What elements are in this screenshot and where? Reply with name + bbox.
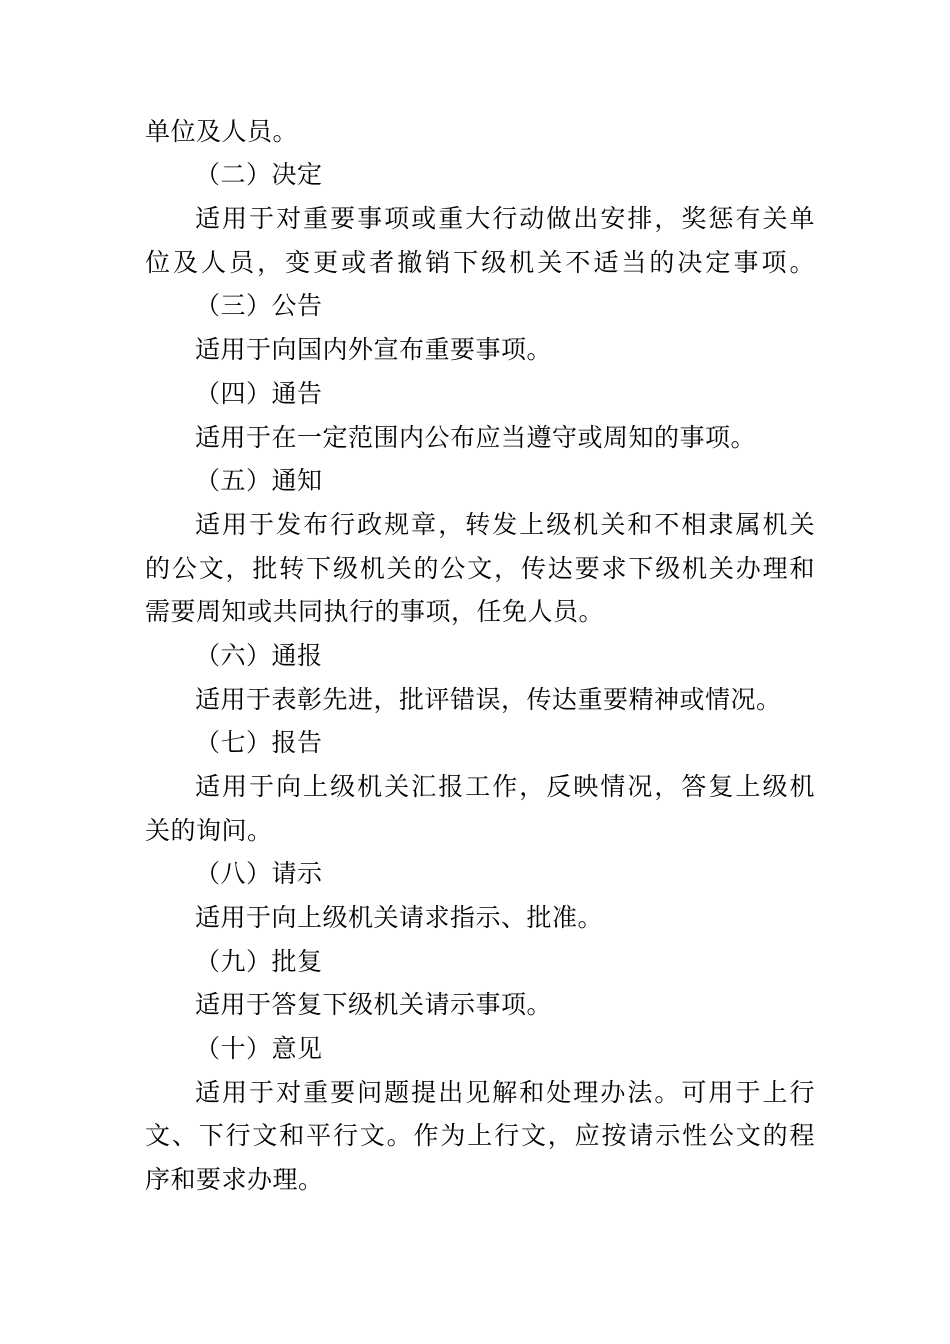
section-heading: （三）公告: [195, 291, 323, 320]
section-heading: （七）报告: [195, 728, 323, 757]
text-line: 适用于发布行政规章，转发上级机关和不相隶属机关: [195, 510, 815, 539]
text-line: 文、下行文和平行文。作为上行文，应按请示性公文的程: [145, 1121, 815, 1150]
text-line: 适用于向上级机关汇报工作，反映情况，答复上级机: [195, 772, 815, 801]
section-heading: （八）请示: [195, 859, 323, 888]
text-line: 关的询问。: [145, 816, 273, 845]
section-heading: （九）批复: [195, 947, 323, 976]
text-line: 适用于表彰先进，批评错误，传达重要精神或情况。: [195, 685, 782, 714]
text-line: 适用于对重要问题提出见解和处理办法。可用于上行: [195, 1078, 815, 1107]
text-line: 序和要求办理。: [145, 1165, 324, 1194]
section-heading: （六）通报: [195, 641, 323, 670]
section-heading: （十）意见: [195, 1034, 323, 1063]
text-line: 适用于向国内外宣布重要事项。: [195, 335, 553, 364]
text-line: 位及人员，变更或者撤销下级机关不适当的决定事项。: [145, 248, 815, 277]
text-line: 需要周知或共同执行的事项，任免人员。: [145, 597, 605, 626]
text-line: 的公文，批转下级机关的公文，传达要求下级机关办理和: [145, 554, 815, 583]
text-line: 适用于向上级机关请求指示、批准。: [195, 903, 604, 932]
text-line: 适用于在一定范围内公布应当遵守或周知的事项。: [195, 423, 757, 452]
text-line: 适用于对重要事项或重大行动做出安排，奖惩有关单: [195, 204, 815, 233]
section-heading: （二）决定: [195, 160, 323, 189]
section-heading: （五）通知: [195, 466, 323, 495]
text-line: 单位及人员。: [145, 117, 299, 146]
section-heading: （四）通告: [195, 379, 323, 408]
text-line: 适用于答复下级机关请示事项。: [195, 990, 553, 1019]
